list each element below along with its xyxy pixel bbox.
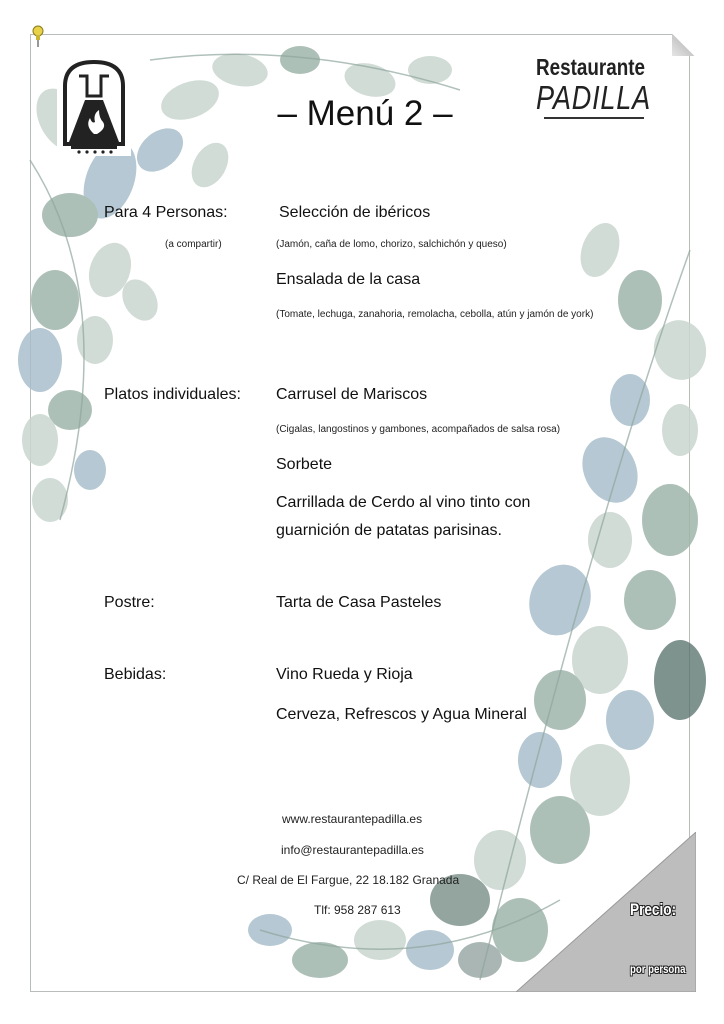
dish-mariscos-note: (Cigalas, langostinos y gambones, acompañados de salsa rosa) [276,424,561,435]
dish-mariscos: Carrusel de Mariscos [276,386,428,403]
individual-label: Platos individuales: [104,386,241,403]
dish-ibericos-note: (Jamón, caña de lomo, chorizo, salchichón y queso) [276,239,507,250]
price-sublabel: por persona [630,962,686,976]
address-text: C/ Real de El Fargue, 22 18.182 Granada [237,873,460,887]
oven-fire-logo [57,56,131,156]
price-label: Precio: [630,900,677,919]
restaurant-brand [536,54,656,119]
dish-tarta: Tarta de Casa Pasteles [276,594,442,611]
brand-line1: Restaurante [536,54,646,80]
pushpin-icon [31,24,45,48]
dish-ensalada-note: (Tomate, lechuga, zanahoria, remolacha, cebolla, atún y jamón de york) [276,309,594,320]
share-sublabel: (a compartir) [165,239,222,250]
drink-vino: Vino Rueda y Rioja [276,666,413,683]
menu-title: – Menú 2 – [277,94,453,133]
email-link[interactable]: info@restaurantepadilla.es [281,843,424,857]
dish-carrillada: Carrillada de Cerdo al vino tinto con guarnición de patatas parisinas. [276,494,531,539]
dish-sorbete: Sorbete [276,456,333,473]
brand-underline [544,117,644,119]
dish-ibericos: Selección de ibéricos [279,204,431,221]
website-link[interactable]: www.restaurantepadilla.es [282,812,423,826]
dessert-label: Postre: [104,594,155,611]
drinks-label: Bebidas: [104,666,167,683]
phone-text: Tlf: 958 287 613 [314,903,401,917]
brand-line2: PADILLA [536,79,652,116]
drink-cerveza: Cerveza, Refrescos y Agua Mineral [276,706,527,723]
dish-ensalada: Ensalada de la casa [276,271,421,288]
share-label: Para 4 Personas: [104,204,228,221]
